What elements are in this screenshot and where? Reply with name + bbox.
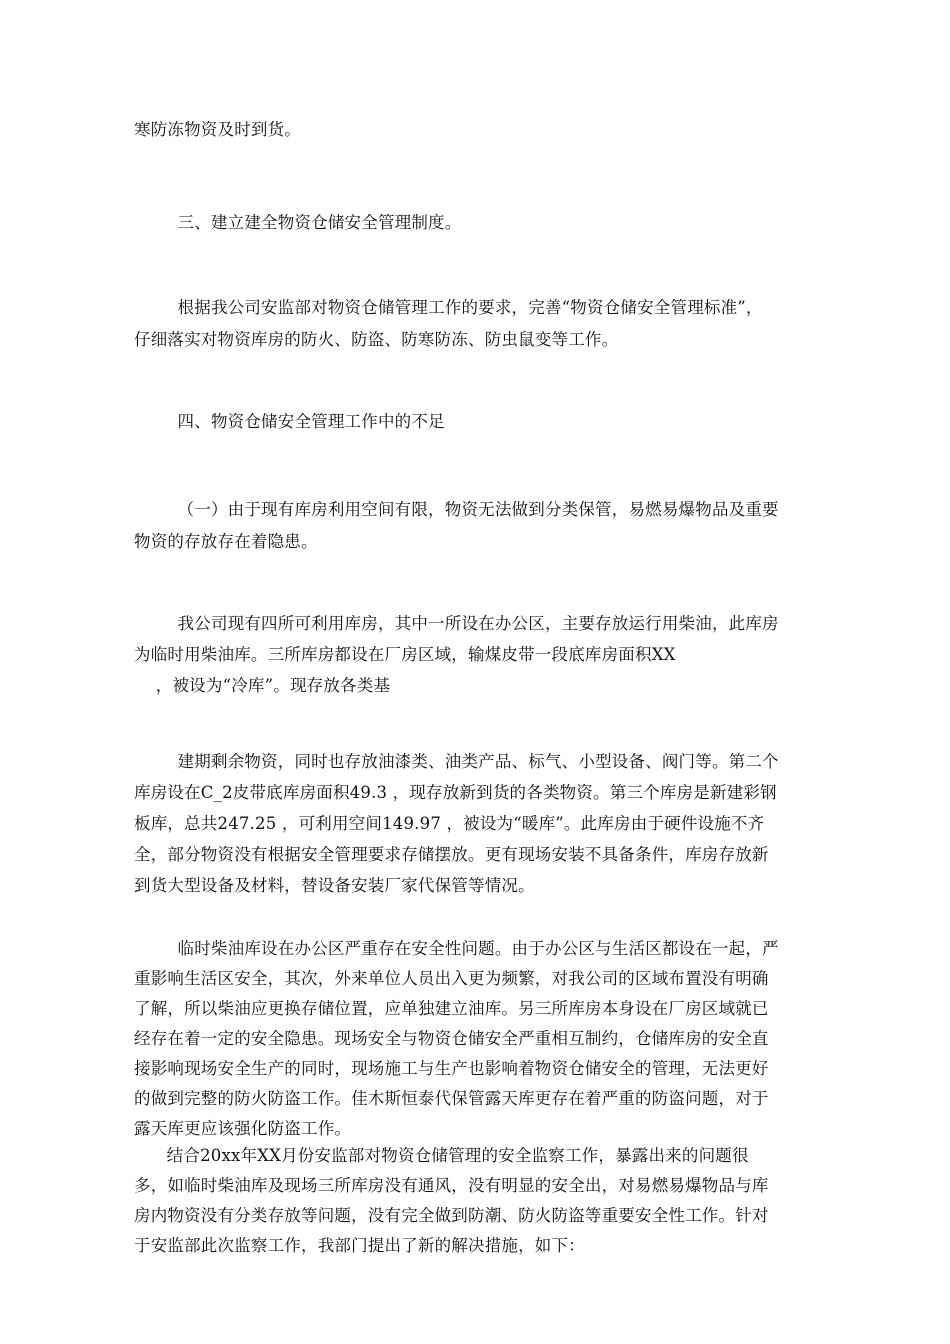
text-line: 到货大型设备及材料，替设备安装厂家代保管等情况。 (134, 876, 535, 895)
text-line: 四、物资仓储安全管理工作中的不足 (134, 412, 445, 431)
text-line: 为临时用柴油库。三所库房都设在厂房区域，输煤皮带一段底库房面积XX (134, 645, 676, 664)
text-line: 全，部分物资没有根据安全管理要求存储摆放。更有现场安装不具备条件，库房存放新 (134, 845, 769, 864)
text-line: 接影响现场安全生产的同时，现场施工与生产也影响着物资仓储安全的管理，无法更好 (134, 1059, 769, 1078)
text-line: 我公司现有四所可利用库房，其中一所设在办公区，主要存放运行用柴油，此库房 (134, 614, 779, 633)
paragraph-warehouse-details (134, 746, 844, 901)
text-line: 寒防冻物资及时到货。 (134, 120, 301, 139)
text-line: 建期剩余物资，同时也存放油漆类、油类产品、标气、小型设备、阀门等。第二个 (134, 752, 779, 771)
text-line: 多，如临时柴油库及现场三所库房没有通风，没有明显的安全出，对易燃易爆物品与库 (134, 1176, 769, 1195)
text-line: 三、建立建全物资仓储安全管理制度。 (134, 213, 462, 232)
paragraph-safety-standard (134, 292, 844, 356)
paragraph-diesel-problems (134, 934, 844, 1144)
text-line: 露天库更应该强化防盗工作。 (134, 1119, 352, 1138)
text-line: 于安监部此次监察工作，我部门提出了新的解决措施，如下： (134, 1236, 585, 1255)
text-line: 物资的存放存在着隐患。 (134, 532, 318, 551)
text-line: 了解，所以柴油应更换存储位置，应单独建立油库。另三所库房本身设在厂房区域就已 (134, 999, 769, 1018)
heading-section-three (134, 207, 844, 239)
text-line: 根据我公司安监部对物资仓储管理工作的要求，完善“物资仓储安全管理标准”， (134, 298, 763, 317)
text-line: 房内物资没有分类存放等问题，没有完全做到防潮、防火防盗等重要安全性工作。针对 (134, 1206, 769, 1225)
text-line: 库房设在C_2皮带底库房面积49.3 ，现存放新到货的各类物资。第三个库房是新建彩钢 (134, 783, 777, 802)
text-line: 的做到完整的防火防盗工作。佳木斯恒泰代保管露天库更存在着严重的防盗问题，对于 (134, 1089, 769, 1108)
paragraph-inspection (134, 1141, 844, 1261)
paragraph-storage-space (134, 494, 844, 558)
text-line: 经存在着一定的安全隐患。现场安全与物资仓储安全严重相互制约，仓储库房的安全直 (134, 1029, 769, 1048)
paragraph-cold-protection (134, 114, 844, 146)
text-line: 临时柴油库设在办公区严重存在安全性问题。由于办公区与生活区都设在一起，严 (134, 939, 779, 958)
text-line: 板库，总共247.25 ，可利用空间149.97 ，被设为“暖库”。此库房由于硬件设施不齐 (134, 814, 765, 833)
text-line: 结合20xx年XX月份安监部对物资仓储管理的安全监察工作，暴露出来的问题很 (134, 1146, 749, 1165)
paragraph-warehouses (134, 608, 844, 701)
text-line: ，被设为“冷库”。现存放各类基 (134, 676, 391, 695)
text-line: 重影响生活区安全，其次，外来单位人员出入更为频繁，对我公司的区域布置没有明确 (134, 969, 769, 988)
text-line: （一）由于现有库房利用空间有限，物资无法做到分类保管，易燃易爆物品及重要 (134, 500, 779, 519)
heading-section-four (134, 406, 844, 438)
text-line: 仔细落实对物资库房的防火、防盗、防寒防冻、防虫鼠变等工作。 (134, 330, 619, 349)
